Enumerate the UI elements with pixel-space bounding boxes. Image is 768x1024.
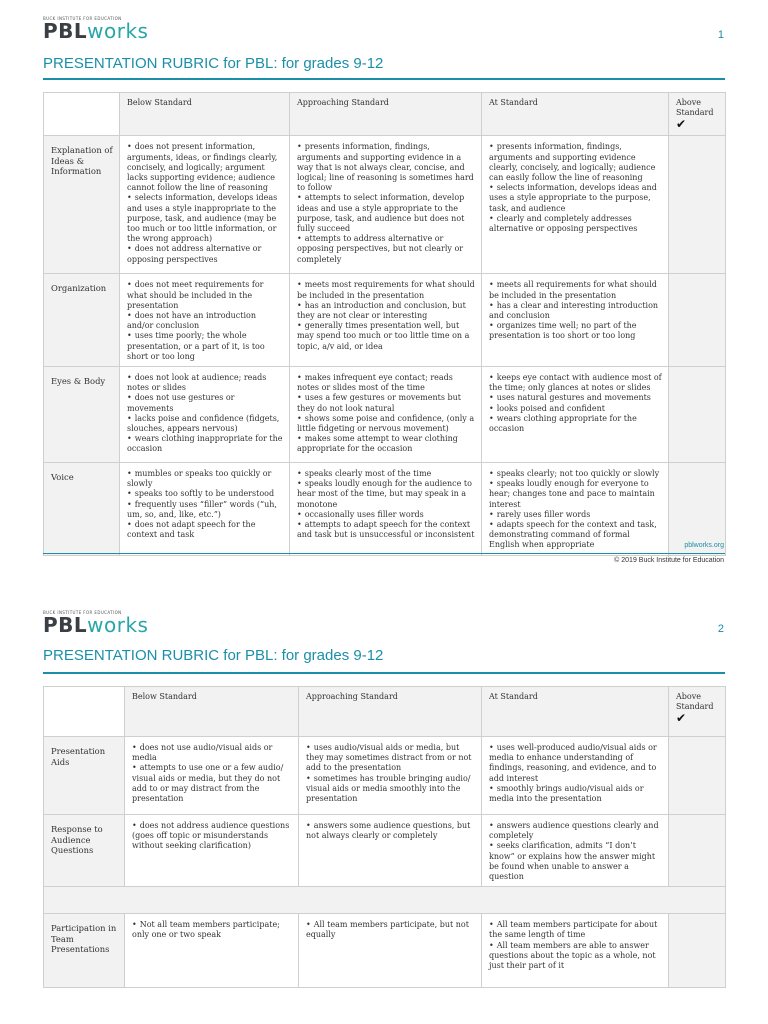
header-at: At Standard — [482, 93, 669, 136]
header-row — [44, 687, 726, 737]
page-title: PRESENTATION RUBRIC for PBL: for grades 9-12 — [43, 647, 384, 664]
cell-above[interactable] — [669, 914, 726, 988]
header-approaching: Approaching Standard — [299, 687, 482, 737]
cell-below: • mumbles or speaks too quickly or slowly • speaks too softly to be understood • frequently uses “filler” words (“uh, um, so, and, like, etc.”) • does not adapt speech for the context and task — [120, 463, 290, 556]
rubric-table — [43, 92, 726, 556]
cell-below: • Not all team members participate; only one or two speak — [125, 914, 299, 988]
header-at: At Standard — [482, 687, 669, 737]
header-approaching: Approaching Standard — [290, 93, 482, 136]
cell-above[interactable] — [669, 815, 726, 887]
title-rule — [43, 672, 725, 674]
checkmark-icon: ✔ — [676, 117, 687, 132]
header-above: Above Standard ✔ — [669, 93, 726, 136]
cell-approaching: • makes infrequent eye contact; reads notes or slides most of the time • uses a few gestures or movements but they do not look natural • shows some poise and confidence, (only a little fidgeting or nervous movement) • makes some attempt to wear clothing appropriate for the occasion — [290, 367, 482, 463]
row-category: Explanation of Ideas & Information — [44, 136, 120, 274]
cell-below: • does not present information, arguments, ideas, or findings clearly, concisely, and logically; argument lacks supporting evidence; audience cannot follow the line of reasoning • selects information, develops ideas and uses a style inappropriate to the purpose, task, and audience (may be too much or too little information, or the wrong approach) • does not address alternative or opposing perspectives — [120, 136, 290, 274]
checkmark-icon: ✔ — [676, 711, 687, 726]
row-category: Voice — [44, 463, 120, 556]
header-blank — [44, 93, 120, 136]
header-above: Above Standard ✔ — [669, 687, 726, 737]
cell-approaching: • All team members participate, but not equally — [299, 914, 482, 988]
cell-below: • does not address audience questions (goes off topic or misunderstands without seeking clarification) — [125, 815, 299, 887]
footer-copyright: © 2019 Buck Institute for Education — [614, 557, 724, 564]
rubric-row — [44, 136, 726, 274]
cell-above[interactable] — [669, 136, 726, 274]
cell-at: • answers audience questions clearly and completely • seeks clarification, admits “I don’t know” or explains how the answer might be found when unable to answer a question — [482, 815, 669, 887]
row-category: Eyes & Body — [44, 367, 120, 463]
spacer-row — [44, 887, 726, 914]
rubric-table — [43, 686, 726, 988]
cell-above[interactable] — [669, 367, 726, 463]
header-blank — [44, 687, 125, 737]
cell-approaching: • meets most requirements for what should be included in the presentation • has an introduction and conclusion, but they are not clear or interesting • generally times presentation well, but may spend too much or too little time on a topic, a/v aid, or idea — [290, 274, 482, 367]
cell-at: • speaks clearly; not too quickly or slowly • speaks loudly enough for everyone to hear; changes tone and pace to maintain interest • rarely uses filler words • adapts speech for the context and task, demonstrating command of formal English when appropriate — [482, 463, 669, 556]
cell-approaching: • answers some audience questions, but not always clearly or completely — [299, 815, 482, 887]
row-category: Participation in Team Presentations — [44, 914, 125, 988]
logo-tagline: BUCK INSTITUTE FOR EDUCATION — [43, 16, 122, 21]
logo-tagline: BUCK INSTITUTE FOR EDUCATION — [43, 610, 122, 615]
spacer-cell — [44, 887, 726, 914]
footer-url[interactable]: pblworks.org — [684, 542, 724, 549]
page-title: PRESENTATION RUBRIC for PBL: for grades 9-12 — [43, 55, 384, 72]
cell-approaching: • uses audio/visual aids or media, but they may sometimes distract from or not add to the presentation • sometimes has trouble bringing audio/ visual aids or media smoothly into the presentation — [299, 737, 482, 815]
row-category: Response to Audience Questions — [44, 815, 125, 887]
header-below: Below Standard — [125, 687, 299, 737]
cell-at: • presents information, findings, arguments and supporting evidence clearly, concisely, and logically; audience can easily follow the line of reasoning • selects information, develops ideas and uses a style appropriate to the purpose, task, and audience • clearly and completely addresses alternative or opposing perspectives — [482, 136, 669, 274]
rubric-row — [44, 463, 726, 556]
header-below: Below Standard — [120, 93, 290, 136]
title-rule — [43, 78, 725, 80]
page-number: 1 — [717, 29, 724, 41]
page-2 — [0, 598, 768, 1024]
cell-approaching: • presents information, findings, arguments and supporting evidence in a way that is not always clear, concise, and logical; line of reasoning is sometimes hard to follow • attempts to select information, develop ideas and use a style appropriate to the purpose, task, and audience but does not fully succeed • attempts to address alternative or opposing perspectives, but not clearly or completely — [290, 136, 482, 274]
cell-at: • All team members participate for about the same length of time • All team members are able to answer questions about the topic as a whole, not just their part of it — [482, 914, 669, 988]
pblworks-logo: BUCK INSTITUTE FOR EDUCATION PBLworks — [43, 610, 149, 637]
cell-below: • does not look at audience; reads notes or slides • does not use gestures or movements • lacks poise and confidence (fidgets, slouches, appears nervous) • wears clothing inappropriate for the occasion — [120, 367, 290, 463]
page-number: 2 — [717, 623, 724, 635]
rubric-row — [44, 737, 726, 815]
cell-below: • does not meet requirements for what should be included in the presentation • does not have an introduction and/or conclusion • uses time poorly; the whole presentation, or a part of it, is too short or too long — [120, 274, 290, 367]
header-row — [44, 93, 726, 136]
rubric-row — [44, 367, 726, 463]
rubric-row — [44, 914, 726, 988]
cell-at: • meets all requirements for what should be included in the presentation • has a clear and interesting introduction and conclusion • organizes time well; no part of the presentation is too short or too long — [482, 274, 669, 367]
cell-above[interactable] — [669, 274, 726, 367]
cell-at: • keeps eye contact with audience most of the time; only glances at notes or slides • uses natural gestures and movements • looks poised and confident • wears clothing appropriate for the occasion — [482, 367, 669, 463]
rubric-row — [44, 815, 726, 887]
pblworks-logo: BUCK INSTITUTE FOR EDUCATION PBLworks — [43, 16, 149, 43]
cell-approaching: • speaks clearly most of the time • speaks loudly enough for the audience to hear most of the time, but may speak in a monotone • occasionally uses filler words • attempts to adapt speech for the context and task but is unsuccessful or inconsistent — [290, 463, 482, 556]
cell-below: • does not use audio/visual aids or media • attempts to use one or a few audio/ visual aids or media, but they do not add to or may distract from the presentation — [125, 737, 299, 815]
row-category: Presentation Aids — [44, 737, 125, 815]
rubric-row — [44, 274, 726, 367]
row-category: Organization — [44, 274, 120, 367]
footer-rule — [43, 553, 725, 554]
cell-above[interactable] — [669, 737, 726, 815]
cell-at: • uses well-produced audio/visual aids or media to enhance understanding of findings, reasoning, and evidence, and to add interest • smoothly brings audio/visual aids or media into the presentation — [482, 737, 669, 815]
